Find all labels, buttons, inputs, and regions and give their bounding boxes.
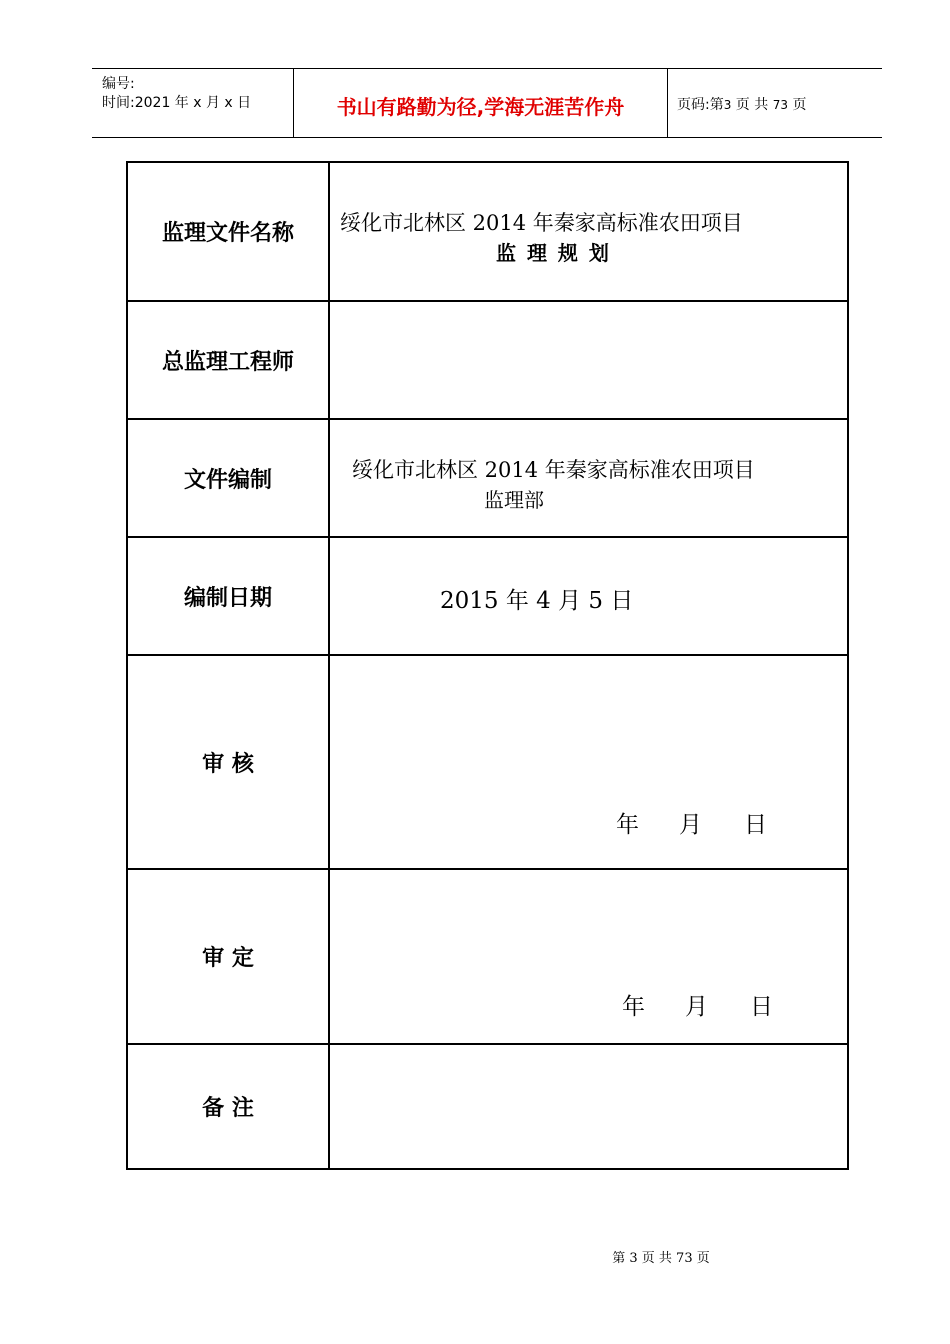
doc-code-label: 编号: [102, 76, 135, 92]
table-row [127, 537, 848, 655]
prepare-date-text: 2015 年 4 月 5 日 [440, 588, 634, 614]
table-row [127, 419, 848, 537]
header-motto-cell [293, 69, 668, 137]
review-month: 月 [679, 812, 702, 838]
review-date-blank [616, 806, 767, 839]
document-name-line2: 监 理 规 划 [496, 241, 611, 265]
page-footer [0, 1247, 950, 1266]
page-header [92, 68, 882, 138]
header-page-info [677, 94, 806, 114]
label-prepare-date: 编制日期 [127, 537, 329, 655]
value-approval [329, 869, 848, 1044]
table-row [127, 162, 848, 301]
header-motto: 书山有路勤为径,学海无涯苦作舟 [336, 95, 625, 119]
value-chief-engineer [329, 301, 848, 419]
label-prepared-by: 文件编制 [127, 419, 329, 537]
table-row [127, 869, 848, 1044]
header-page-cell [667, 69, 882, 137]
value-document-name [329, 162, 848, 301]
value-cell [330, 870, 847, 1043]
review-year: 年 [616, 812, 639, 838]
page-number: 3 [723, 98, 732, 112]
footer-page-text: 第 3 页 共 73 页 [612, 1251, 710, 1266]
approval-year: 年 [622, 994, 645, 1020]
label-chief-engineer: 总监理工程师 [127, 301, 329, 419]
review-day: 日 [744, 812, 767, 838]
label-approval: 审 定 [127, 869, 329, 1044]
doc-date-label: 时间:2021 年 x 月 x 日 [102, 95, 252, 111]
table-row [127, 1044, 848, 1169]
value-cell [330, 538, 847, 654]
table-row [127, 301, 848, 419]
value-prepared-by [329, 419, 848, 537]
page-prefix: 页码:第 [677, 97, 724, 113]
value-cell [330, 420, 847, 536]
label-remarks: 备 注 [127, 1044, 329, 1169]
page-mid: 页 共 [731, 97, 773, 113]
value-cell [330, 163, 847, 300]
approval-month: 月 [685, 994, 708, 1020]
approval-day: 日 [750, 994, 773, 1020]
value-prepare-date [329, 537, 848, 655]
prepared-by-line1: 绥化市北林区 2014 年秦家高标准农田项目 [352, 458, 755, 482]
table-row [127, 655, 848, 869]
label-review: 审 核 [127, 655, 329, 869]
document-info-table [126, 161, 849, 1170]
value-review [329, 655, 848, 869]
prepared-by-line2: 监理部 [484, 488, 544, 512]
value-cell [330, 656, 847, 868]
approval-date-blank [622, 988, 773, 1021]
document-name-line1: 绥化市北林区 2014 年秦家高标准农田项目 [340, 211, 743, 235]
label-document-name: 监理文件名称 [127, 162, 329, 301]
page-total: 73 [772, 98, 788, 112]
page-suffix: 页 [788, 97, 807, 113]
value-remarks [329, 1044, 848, 1169]
header-meta-cell [92, 69, 293, 137]
